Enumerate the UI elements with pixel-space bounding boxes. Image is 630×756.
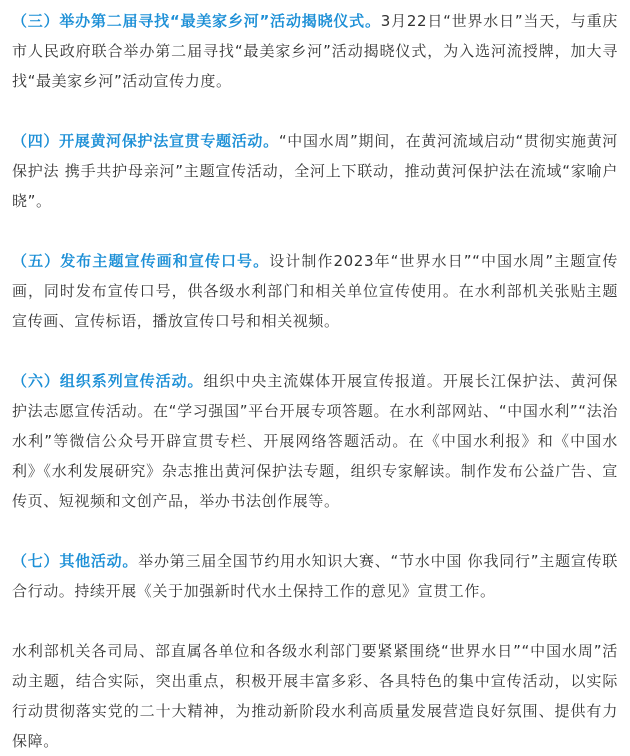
paragraph-yellow-river-law: [12, 126, 618, 216]
section-heading-7: （七）其他活动。: [12, 552, 139, 570]
paragraph-event-ceremony: [12, 6, 618, 96]
paragraph-closing: [12, 636, 618, 756]
closing-text: 水利部机关各司局、部直属各单位和各级水利部门要紧紧围绕“世界水日”“中国水周”活动主题，结合实际，突出重点，积极开展丰富多彩、各具特色的集中宣传活动，以实际行动贯彻落实党的二十大精神，为推动新阶段水利高质量发展营造良好氛围、提供有力保障。: [12, 642, 618, 750]
section-text-4: “中国水周”期间，在黄河流域启动“贯彻实施黄河保护法 携手共护母亲河”主题宣传活动，全河上下联动，推动黄河保护法在流域“家喻户晓”。: [12, 132, 618, 210]
paragraph-posters-slogans: [12, 246, 618, 336]
section-text-6: 组织中央主流媒体开展宣传报道。开展长江保护法、黄河保护法志愿宣传活动。在“学习强国”平台开展专项答题。在水利部网站、“中国水利”“法治水利”等微信公众号开辟宣贯专栏、开展网络答题活动。在《中国水利报》和《中国水利》《水利发展研究》杂志推出黄河保护法专题，组织专家解读。制作发布公益广告、宣传页、短视频和文创产品，举办书法创作展等。: [12, 372, 618, 510]
section-heading-5: （五）发布主题宣传画和宣传口号。: [12, 252, 270, 270]
section-heading-4: （四）开展黄河保护法宣贯专题活动。: [12, 132, 279, 150]
paragraph-series-activities: [12, 366, 618, 516]
section-text-7: 举办第三届全国节约用水知识大赛、“节水中国 你我同行”主题宣传联合行动。持续开展《关于加强新时代水土保持工作的意见》宣贯工作。: [12, 552, 618, 600]
section-heading-6: （六）组织系列宣传活动。: [12, 372, 204, 390]
paragraph-other-activities: [12, 546, 618, 606]
section-text-3: 3月22日“世界水日”当天，与重庆市人民政府联合举办第二届寻找“最美家乡河”活动揭晓仪式，为入选河流授牌，加大寻找“最美家乡河”活动宣传力度。: [12, 12, 618, 90]
section-text-5: 设计制作2023年“世界水日”“中国水周”主题宣传画，同时发布宣传口号，供各级水利部门和相关单位宣传使用。在水利部机关张贴主题宣传画、宣传标语，播放宣传口号和相关视频。: [12, 252, 618, 330]
section-heading-3: （三）举办第二届寻找“最美家乡河”活动揭晓仪式。: [12, 12, 381, 30]
